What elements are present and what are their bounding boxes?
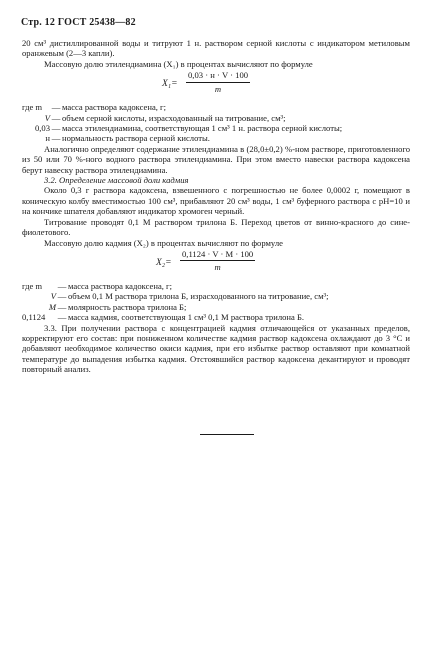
definition-row: 0,1124 — масса кадмия, соответствующая 1 см³ 0,1 М раствора трилона Б.: [22, 312, 410, 322]
definition-symbol: V: [44, 112, 50, 123]
formula-intro-x1: Массовую долю этилендиамина (X₁) в процентах вычисляют по формуле: [44, 58, 313, 69]
formula-intro-x2: Массовую долю кадмия (X₂) в процентах вычисляют по формуле: [44, 237, 283, 248]
definition-symbol: 0,03: [34, 123, 50, 134]
definition-text: масса кадмия, соответствующая 1 см³ 0,1 М раствора трилона Б.: [68, 312, 305, 323]
definition-row: н — нормальность раствора серной кислоты.: [22, 133, 410, 143]
definition-symbol: V: [50, 291, 56, 302]
definition-row: где m — масса раствора кадоксена, г;: [22, 102, 410, 112]
definition-row: 0,03 — масса этилендиамина, соответствующая 1 см³ 1 н. раствора серной кислоты;: [22, 123, 410, 133]
definition-text: масса раствора кадоксена, г;: [68, 280, 172, 291]
definitions-x1: [22, 102, 410, 144]
section-heading-3-2: 3.2. Определение массовой доли кадмия: [44, 175, 189, 186]
paragraph-continuation: 20 см³ дистиллированной воды и титруют 1 н. раствором серной кислоты с индикатором метиловым оранжевым (2—3 капли).: [22, 38, 410, 59]
formula-x2-numerator: 0,1124 · V · M · 100: [180, 249, 255, 261]
formula-x2-lhs: X₂=: [156, 257, 172, 268]
formula-x2-denominator: m: [214, 262, 221, 273]
page-header: Стр. 12 ГОСТ 25438—82: [21, 17, 136, 28]
paragraph-3-3: 3.3. При получении раствора с концентрацией кадмия отличающейся от указанных пределов, корректируют его состав: при пониженном количестве кадмия раствор кадоксена охлаждают до 3 °C и добавляют необходимое количество окиси кадмия, при его избытке раствор оставляют при комнатной температуре до выпадения избытка кадмия. Отстоявшийся раствор кадоксена декантируют и проводят повторный анализ.: [22, 322, 410, 375]
definition-symbol: 0,1124: [22, 312, 46, 323]
end-rule: [200, 434, 254, 435]
formula-x1: [22, 70, 410, 100]
paragraph-ethylenediamine: Аналогично определяют содержание этилендиамина в (28,0±0,2) %-ном растворе, приготовленного из 50 или 70 %-ного водного раствора этилендиамина. При этом вместо навески раствора кадоксена берут навеску раствора этилендиамина.: [22, 143, 410, 175]
definition-text: нормальность раствора серной кислоты.: [62, 133, 210, 144]
definition-text: молярность раствора трилона Б;: [68, 301, 187, 312]
definition-symbol: н: [45, 133, 50, 144]
formula-x1-denominator: m: [214, 83, 222, 94]
definition-text: масса этилендиамина, соответствующая 1 см³ 1 н. раствора серной кислоты;: [62, 123, 343, 134]
definition-row: где m — масса раствора кадоксена, г;: [22, 281, 410, 291]
formula-x1-numerator: 0,03 · н · V · 100: [186, 70, 250, 82]
definition-row: V — объем серной кислоты, израсходованный на титрование, см³;: [22, 113, 410, 123]
definition-symbol: M: [48, 301, 56, 312]
definition-symbol: где m: [22, 102, 43, 113]
definition-text: объем серной кислоты, израсходованный на титрование, см³;: [62, 112, 286, 123]
formula-x1-fraction: [186, 70, 250, 94]
definitions-x2: [22, 281, 410, 323]
definition-text: масса раствора кадоксена, г;: [62, 102, 166, 113]
definition-symbol: где m: [22, 280, 43, 291]
definition-text: объем 0,1 М раствора трилона Б, израсходованного на титрование, см³;: [68, 291, 329, 302]
document-body: [22, 38, 410, 375]
formula-x2: [22, 249, 410, 279]
paragraph-sample: Около 0,3 г раствора кадоксена, взвешенного с погрешностью не более 0,0002 г, помещают в коническую колбу вместимостью 100 см³, прибавляют 20 см³ воды, 1 см³ буферного раствора с pH=10 и на кончике шпателя добавляют индикатор хромоген черный.: [22, 185, 410, 217]
definition-row: V — объем 0,1 М раствора трилона Б, израсходованного на титрование, см³;: [22, 291, 410, 301]
formula-x1-lhs: X₁=: [162, 79, 178, 90]
definition-row: M — молярность раствора трилона Б;: [22, 302, 410, 312]
formula-x2-fraction: [180, 249, 255, 273]
paragraph-titration: Титрование проводят 0,1 М раствором трилона Б. Переход цветов от винно-красного до сине-фиолетового.: [22, 216, 410, 238]
